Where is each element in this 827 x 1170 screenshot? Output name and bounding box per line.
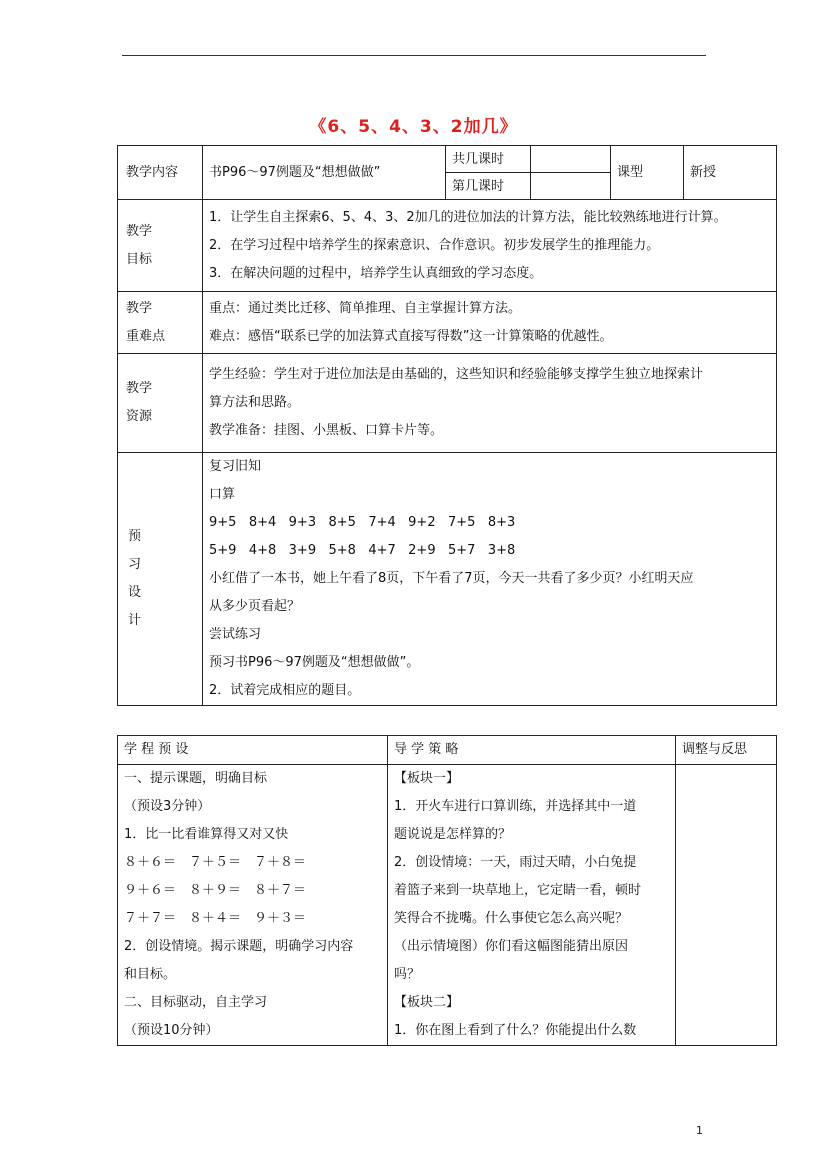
preview-line: 复习旧知 xyxy=(209,459,262,474)
content-label: 教学内容 xyxy=(118,146,203,200)
preview-line: 从多少页看起？ xyxy=(209,599,301,614)
difficulty-cell xyxy=(203,292,777,354)
process-line: （预设10分钟） xyxy=(124,1023,219,1038)
lesson-info-table xyxy=(117,145,777,706)
strategy-cell xyxy=(388,765,676,1046)
strategy-line: 1．你在图上看到了什么？你能提出什么数 xyxy=(394,1023,637,1038)
math-row: ７＋７＝ ８＋４＝ ９＋３＝ xyxy=(124,911,307,926)
preview-line: 尝试练习 xyxy=(209,627,262,642)
resources-label: 教学 资源 xyxy=(118,354,203,453)
hours-label: 共几课时 xyxy=(446,146,531,173)
strategy-line: 着篮子来到一块草地上，它定睛一看，顿时 xyxy=(394,883,642,898)
strategy-line: 【板块二】 xyxy=(394,995,460,1010)
preview-line: 口算 xyxy=(209,487,236,502)
lesson-value xyxy=(531,173,611,200)
header-process: 学 程 预 设 xyxy=(118,736,388,765)
preview-line: 2．试着完成相应的题目。 xyxy=(209,683,361,698)
difficulty-label: 教学 重难点 xyxy=(118,292,203,354)
content-value: 书P96～97例题及“想想做做” xyxy=(203,146,446,200)
key-point: 重点：通过类比迁移、简单推理、自主掌握计算方法。 xyxy=(209,300,522,316)
hours-value xyxy=(531,146,611,173)
goals-cell xyxy=(203,200,777,292)
lesson-title: 《6、5、4、3、2加几》 xyxy=(309,117,518,137)
type-value: 新授 xyxy=(684,146,777,200)
preview-line: 预习书P96～97例题及“想想做做”。 xyxy=(209,655,420,670)
strategy-line: （出示情境图）你们看这幅图能猜出原因 xyxy=(394,939,629,954)
goal-item: 1．让学生自主探索6、5、4、3、2加几的进位加法的计算方法，能比较熟练地进行计算。 xyxy=(209,209,727,225)
lesson-plan-table xyxy=(117,735,777,1046)
preview-label: 预 习 设 计 xyxy=(118,453,203,706)
strategy-line: 2．创设情境：一天，雨过天晴，小白兔提 xyxy=(394,855,637,870)
goals-label: 教学 目标 xyxy=(118,200,203,292)
process-cell xyxy=(118,765,388,1046)
type-label: 课型 xyxy=(611,146,684,200)
process-line: 2．创设情境。揭示课题，明确学习内容 xyxy=(124,939,354,954)
preview-cell xyxy=(203,453,777,706)
process-line: 二、目标驱动，自主学习 xyxy=(124,995,268,1010)
header-reflection: 调整与反思 xyxy=(676,736,777,765)
process-line: 一、提示课题，明确目标 xyxy=(124,771,268,786)
oral-calc-row: 5+9 4+8 3+9 5+8 4+7 2+9 5+7 3+8 xyxy=(209,543,516,558)
strategy-line: 1．开火车进行口算训练，并选择其中一道 xyxy=(394,799,637,814)
preview-line: 小红借了一本书，她上午看了8页，下午看了7页，今天一共看了多少页？小红明天应 xyxy=(209,571,694,586)
resources-cell xyxy=(203,354,777,453)
reflection-cell xyxy=(676,765,777,1046)
strategy-line: 【板块一】 xyxy=(394,771,460,786)
difficult-point: 难点：感悟“联系已学的加法算式直接写得数”这一计算策略的优越性。 xyxy=(209,328,613,344)
math-row: ９＋６＝ ８＋９＝ ８＋７＝ xyxy=(124,883,307,898)
resource-line: 教学准备：挂图、小黑板、口算卡片等。 xyxy=(209,423,444,438)
resource-line: 算方法和思路。 xyxy=(209,395,301,410)
strategy-line: 吗？ xyxy=(394,967,421,982)
resource-line: 学生经验：学生对于进位加法是由基础的，这些知识和经验能够支撑学生独立地探索计 xyxy=(209,367,704,382)
lesson-label: 第几课时 xyxy=(446,173,531,200)
process-line: （预设3分钟） xyxy=(124,799,211,814)
process-line: 1．比一比看谁算得又对又快 xyxy=(124,827,289,842)
process-line: 和目标。 xyxy=(124,967,177,982)
page-number: 1 xyxy=(696,1124,703,1137)
strategy-line: 笑得合不拢嘴。什么事使它怎么高兴呢？ xyxy=(394,911,629,926)
oral-calc-row: 9+5 8+4 9+3 8+5 7+4 9+2 7+5 8+3 xyxy=(209,515,516,530)
goal-item: 3．在解决问题的过程中，培养学生认真细致的学习态度。 xyxy=(209,265,543,281)
math-row: ８＋６＝ ７＋５＝ ７＋８＝ xyxy=(124,855,307,870)
header-strategy: 导 学 策 略 xyxy=(388,736,676,765)
header-rule xyxy=(122,55,706,56)
strategy-line: 题说说是怎样算的？ xyxy=(394,827,512,842)
goal-item: 2．在学习过程中培养学生的探索意识、合作意识。初步发展学生的推理能力。 xyxy=(209,237,660,253)
